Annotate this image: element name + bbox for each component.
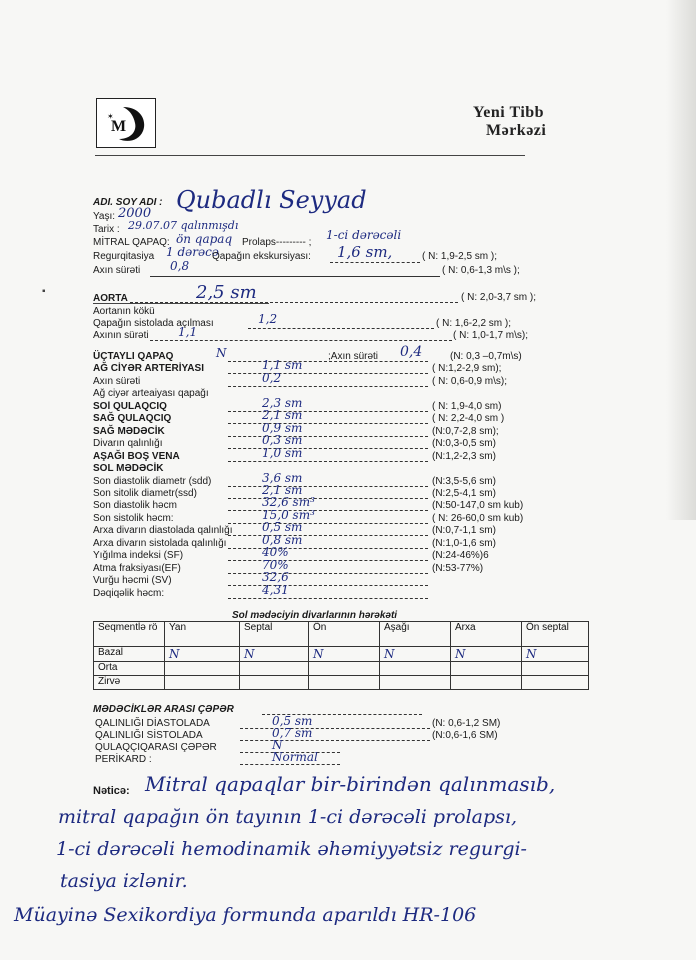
regurg-value: 1 dərəcə <box>166 245 219 259</box>
header-divider <box>95 155 525 156</box>
septum-value: N <box>272 738 283 752</box>
excursion-value: 1,6 sm, <box>337 243 393 261</box>
measure-value: 70% <box>262 558 289 572</box>
measure-norm: (N:3,5-5,6 sm) <box>432 476 496 487</box>
measure-label: Atma fraksiyası(EF) <box>93 563 181 574</box>
col-header: Arxa <box>451 622 522 647</box>
measure-norm: (N:2,5-4,1 sm) <box>432 488 496 499</box>
measure-line <box>228 573 428 574</box>
measure-value: 0,8 sm <box>262 533 303 547</box>
measure-line <box>228 436 428 437</box>
measure-line <box>228 510 428 511</box>
septum-line <box>240 728 430 729</box>
septum-line <box>240 740 430 741</box>
measure-value: 1,1 sm <box>262 358 303 372</box>
mitral-title: MİTRAL QAPAQ: <box>93 237 170 248</box>
measure-label: SOl QULAQCIQ <box>93 401 167 412</box>
measure-norm: (N:1,2-2,3 sm) <box>432 451 496 462</box>
measure-line <box>228 598 428 599</box>
cell-value <box>165 662 240 676</box>
measure-value: 2,1 sm <box>262 483 303 497</box>
measure-label: Vurğu həcmi (SV) <box>93 575 172 586</box>
measure-label: AĞ CİYƏR ARTERİYASI <box>93 363 204 374</box>
scan-speck: ▪ <box>42 286 46 297</box>
measure-value: 0,5 sm <box>262 520 303 534</box>
measure-value: 2,3 sm <box>262 396 303 410</box>
aorta-title-value: 2,5 sm <box>196 282 257 303</box>
segments-title: Sol mədəciyin divarlarının hərəkəti <box>232 610 398 621</box>
measure-norm: (N: 0,3 –0,7m\s) <box>450 351 522 362</box>
measure-norm: ( N:1,2-2,9 sm); <box>432 363 502 374</box>
measure-value: 0,2 <box>262 371 282 385</box>
measure-label: Son sitolik diametr(ssd) <box>93 488 197 499</box>
measure-norm: (N:50-147,0 sm kub) <box>432 500 524 511</box>
measure-label: Arxa divarın diastolada qalınlığı <box>93 525 233 536</box>
measure-line <box>228 448 428 449</box>
cell-value <box>380 662 451 676</box>
measure-norm: ( N: 26-60,0 sm kub) <box>432 513 524 524</box>
col-header: Ön <box>309 622 380 647</box>
age-value: 2000 <box>118 206 152 221</box>
aorta-underline <box>93 303 269 304</box>
cell-value: N <box>240 647 309 662</box>
brand-line-1: Yeni Tibb <box>473 104 545 121</box>
col-header: Seqmentlə rö <box>94 622 165 647</box>
measure-line <box>228 411 428 412</box>
svg-text:M: M <box>111 118 127 135</box>
age-label: Yaşı: <box>93 211 116 222</box>
measure-label: Son diastolik diametr (sdd) <box>93 476 212 487</box>
measure-label: Divarın qalınlığı <box>93 438 163 449</box>
measure-label: Ağ ciyər arteaiyası qapağı <box>93 388 209 399</box>
wall-motion-header-row <box>94 622 589 647</box>
aorta-opening-value: 1,2 <box>258 312 278 326</box>
measure-value: 40% <box>262 545 289 559</box>
measure-line <box>228 535 428 536</box>
measure-label: Son sistolik həcm: <box>93 513 174 524</box>
measure-label: ÜÇTAYLI QAPAQ <box>93 351 174 362</box>
page-edge-shadow <box>666 0 696 520</box>
cell-value <box>522 676 589 690</box>
conclusion-label: Nəticə: <box>93 785 130 797</box>
prolaps-label: Prolaps--------- ; <box>242 237 312 248</box>
excursion-norm: ( N: 1,9-2,5 sm ); <box>422 251 498 262</box>
septum-norm: (N:0,6-1,6 SM) <box>432 730 498 741</box>
septum-value: 0,7 sm <box>272 726 313 740</box>
measure-label: SOL MƏDƏCİK <box>93 463 164 474</box>
cell-value: N <box>309 647 380 662</box>
septum-label: QALINLIĞI SİSTOLADA <box>95 730 203 741</box>
measure-line <box>228 423 428 424</box>
cell-value <box>165 676 240 690</box>
cell-value <box>522 662 589 676</box>
conclusion-line: Müayinə Sexikordiya formunda aparıldı HR-106 <box>14 904 477 926</box>
measure-label: Arxa divarın sistolada qalınlığı <box>93 538 227 549</box>
measure-line <box>228 461 428 462</box>
septum-label: PERİKARD : <box>95 754 152 765</box>
aorta-velocity-value: 1,1 <box>178 325 198 339</box>
col-header: Yan <box>165 622 240 647</box>
excursion-line <box>330 262 420 263</box>
row-name: Bazal <box>94 647 165 662</box>
wall-motion-row <box>94 676 589 690</box>
excursion-label: Qapağın ekskursiyası: <box>212 251 311 262</box>
measure-line <box>228 498 428 499</box>
measure-value: 3,6 sm <box>262 471 303 485</box>
measure-value: 0,9 sm <box>262 421 303 435</box>
wall-motion-table <box>93 621 589 690</box>
cell-value: N <box>380 647 451 662</box>
measure-label: Dəqiqəlik həcm: <box>93 588 165 599</box>
aorta-opening-label: Qapağın sistolada açılması <box>93 318 214 329</box>
measure-label: Axın sürəti <box>93 376 141 387</box>
measure-norm: (N:1,0-1,6 sm) <box>432 538 496 549</box>
regurg-label: Regurqitasiya <box>93 251 155 262</box>
septum-title: MƏDƏCİKLƏR ARASI ÇƏPƏR <box>93 704 234 715</box>
measure-norm: (N:0,3-0,5 sm) <box>432 438 496 449</box>
cell-value <box>240 676 309 690</box>
clinic-logo-mark <box>97 99 155 147</box>
row-name: Orta <box>94 662 165 676</box>
measure-value: 15,0 sm³ <box>262 508 315 522</box>
measure-line <box>228 523 428 524</box>
measure-value: 32,6 sm³ <box>262 495 315 509</box>
measure-norm: (N:24-46%)6 <box>432 550 489 561</box>
measure-label: Yığılma indeksi (SF) <box>93 550 184 561</box>
svg-text:✶: ✶ <box>107 112 114 121</box>
mitral-velocity-value: 0,8 <box>170 259 190 273</box>
measure-line <box>228 486 428 487</box>
col-header: Ön septal <box>522 622 589 647</box>
aorta-opening-norm: ( N: 1,6-2,2 sm ); <box>436 318 512 329</box>
measure-label: SAĞ QULAQCIQ <box>93 413 172 424</box>
measure-line <box>228 386 428 387</box>
measure-label: Son diastolik həcm <box>93 500 177 511</box>
mitral-velocity-line <box>150 276 440 277</box>
measure-value: 4,31 <box>262 583 289 597</box>
measure-norm: (N:0,7-1,1 sm) <box>432 525 496 536</box>
septum-value: 0,5 sm <box>272 714 313 728</box>
wall-motion-row <box>94 662 589 676</box>
aorta-norm: ( N: 2,0-3,7 sm ); <box>461 292 537 303</box>
clinic-logo <box>96 98 156 148</box>
measure-value: 1,0 sm <box>262 446 303 460</box>
aorta-velocity-line <box>150 340 452 341</box>
measure-value: 32,6 <box>262 570 289 584</box>
measure-label: SAĞ MƏDƏCİK <box>93 426 165 437</box>
conclusion-line: Mitral qapaqlar bir-birindən qalınmasıb, <box>145 772 556 796</box>
conclusion-line: 1-ci dərəcəli hemodinamik əhəmiyyətsiz regurgi- <box>56 838 527 860</box>
measure-norm: (N:53-77%) <box>432 563 484 574</box>
aorta-root-label: Aortanın kökü <box>93 306 155 317</box>
measure-norm: (N:0,7-2,8 sm); <box>432 426 499 437</box>
wall-motion-row <box>94 647 589 662</box>
cell-value <box>451 676 522 690</box>
measure-value: N <box>216 346 227 360</box>
septum-line <box>240 764 340 765</box>
measure-mid-value: 0,4 <box>400 344 423 360</box>
septum-label: QALINLIĞI DİASTOLADA <box>95 718 210 729</box>
cell-value <box>240 662 309 676</box>
mitral-velocity-norm: ( N: 0,6-1,3 m\s ); <box>442 265 520 276</box>
septum-value: Normal <box>272 750 318 764</box>
cell-value: N <box>522 647 589 662</box>
measure-line <box>228 548 428 549</box>
aorta-title: AORTA <box>93 293 128 304</box>
row-name: Zirvə <box>94 676 165 690</box>
conclusion-line: tasiya izlənir. <box>60 870 188 892</box>
brand-line-2: Mərkəzi <box>486 122 547 139</box>
septum-norm: (N: 0,6-1,2 SM) <box>432 718 501 729</box>
measure-line <box>228 373 428 374</box>
conclusion-line: mitral qapağın ön tayının 1-ci dərəcəli prolapsı, <box>58 806 518 828</box>
cell-value <box>309 676 380 690</box>
date-label: Tarix : <box>93 224 120 235</box>
cell-value <box>380 676 451 690</box>
name-value: Qubadlı Seyyad <box>176 186 367 214</box>
measure-norm: ( N: 1,9-4,0 sm) <box>432 401 502 412</box>
measure-label: AŞAĞI BOŞ VENA <box>93 451 180 462</box>
col-header: Septal <box>240 622 309 647</box>
measure-norm: ( N: 0,6-0,9 m\s); <box>432 376 508 387</box>
measure-line <box>228 585 428 586</box>
col-header: Aşağı <box>380 622 451 647</box>
aorta-velocity-norm: ( N: 1,0-1,7 m\s); <box>453 330 529 341</box>
cell-value <box>451 662 522 676</box>
measure-norm: ( N: 2,2-4,0 sm ) <box>432 413 505 424</box>
septum-label: QULAQÇIQARASI ÇƏPƏR <box>95 742 217 753</box>
cell-value: N <box>451 647 522 662</box>
mitral-title-value: ön qapaq <box>176 232 233 246</box>
measure-line <box>228 560 428 561</box>
name-label: ADI. SOY ADI : <box>93 197 163 208</box>
aorta-opening-line <box>248 328 434 329</box>
date-value: 29.07.07 qalınmışdı <box>128 219 239 232</box>
cell-value: N <box>165 647 240 662</box>
cell-value <box>309 662 380 676</box>
prolaps-value: 1-ci dərəcəli <box>326 228 402 242</box>
measure-value: 0,3 sm <box>262 433 303 447</box>
mitral-velocity-label: Axın sürəti <box>93 265 141 276</box>
measure-mid-label: ;Axın sürəti <box>328 351 379 362</box>
measure-value: 2,1 sm <box>262 408 303 422</box>
aorta-velocity-label: Axının sürəti <box>93 330 149 341</box>
